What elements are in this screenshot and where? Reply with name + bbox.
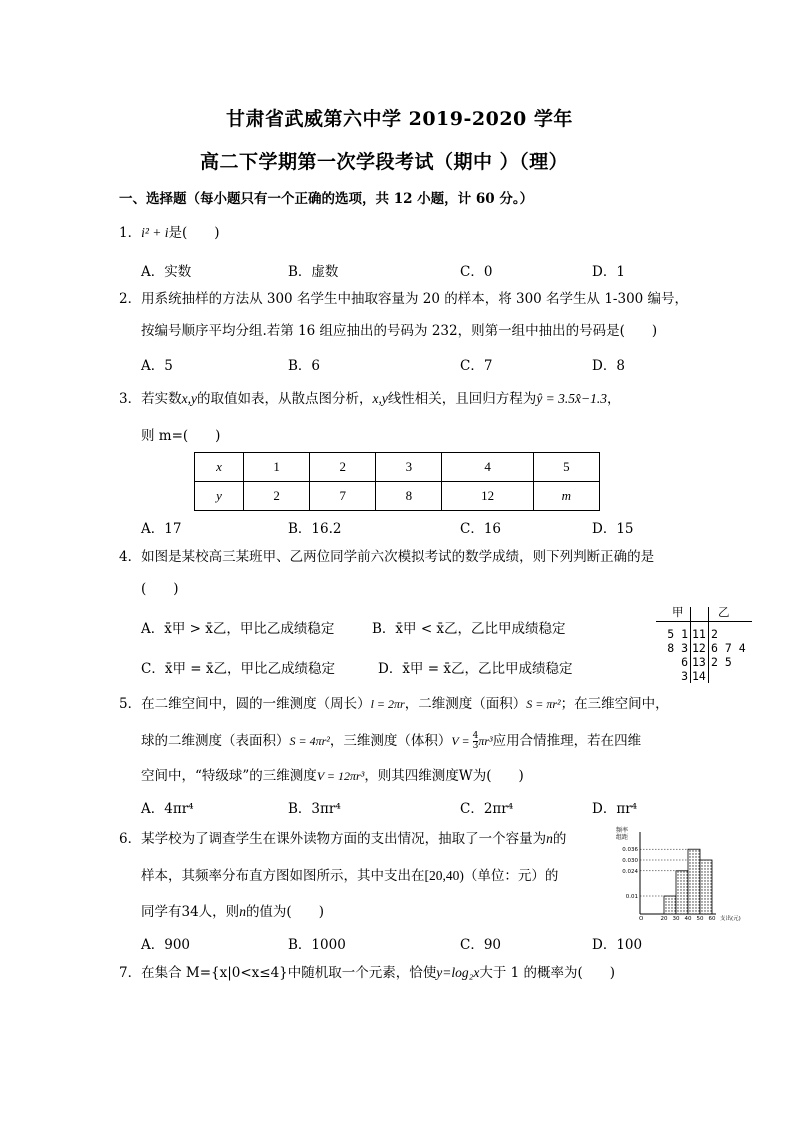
x-axis-label: 支出(元) (720, 916, 741, 922)
stemplot-leaf-left: 3 (681, 669, 688, 683)
q6-option-d: D．100 (592, 937, 643, 953)
histogram-bar (676, 871, 688, 914)
stemplot-stem: 14 (692, 669, 706, 683)
stemplot-divider (690, 607, 691, 683)
q1-option-c: C．0 (460, 264, 493, 280)
question-6-line1: 6．某学校为了调查学生在课外读物方面的支出情况，抽取了一个容量为n的 (119, 831, 567, 847)
stemplot-leaf-right: 6 7 4 (711, 641, 746, 655)
xy-value-table (194, 452, 600, 511)
section-heading: 一、选择题（每小题只有一个正确的选项，共 12 小题，计 60 分。） (119, 191, 534, 207)
y-tick-label: 0.024 (622, 868, 638, 875)
question-4-line1: 4．如图是某校高三某班甲、乙两位同学前六次模拟考试的数学成绩，则下列判断正确的是 (119, 549, 655, 565)
question-5-line2: 球的二维测度（表面积）S = 4πr²，三维测度（体积）V = $\frac{4}{3}$ πr³应用合情推理，若在四维 (141, 731, 642, 751)
y-tick-label: 0.036 (622, 847, 638, 854)
x-tick-label: 30 (672, 916, 680, 922)
table-cell: 2 (243, 482, 309, 511)
histogram-bar (688, 849, 700, 914)
question-2-line1: 2．用系统抽样的方法从 300 名学生中抽取容量为 20 的样本，将 300 名学生从 1-300 编号， (119, 291, 689, 307)
table-row (195, 453, 600, 482)
q3-option-a: A．17 (141, 521, 182, 537)
table-cell: 1 (243, 453, 309, 482)
stemplot-stem: 12 (692, 641, 706, 655)
question-7: 7．在集合 M={x|0<x≤4}中随机取一个元素，恰使y=log₂x大于 1 的概率为( ) (119, 965, 616, 981)
q2-option-a: A．5 (141, 358, 173, 374)
x-tick-label: 60 (708, 916, 716, 922)
exam-title-line2: 高二下学期第一次学段考试（期中 ）（理） (200, 151, 569, 173)
q4-option-c: C．x̄甲 = x̄乙，甲比乙成绩稳定 (141, 661, 335, 677)
question-4-line2: ( ) (141, 581, 179, 597)
table-cell: m (533, 482, 599, 511)
table-cell: 7 (310, 482, 376, 511)
stemplot-stem: 11 (692, 627, 706, 641)
q3-option-d: D．15 (592, 521, 634, 537)
question-5-line1: 5．在二维空间中，圆的一维测度（周长）l = 2πr，二维测度（面积）S = πr²；在三维空间中， (119, 696, 669, 712)
stemplot-divider (656, 621, 752, 622)
stemplot-leaf-left: 6 (681, 655, 688, 669)
histogram-bar (664, 896, 676, 914)
q2-option-b: B．6 (288, 358, 321, 374)
table-cell: 5 (533, 453, 599, 482)
q1-option-b: B．虚数 (288, 264, 339, 280)
table-cell: 4 (442, 453, 533, 482)
question-2-line2: 按编号顺序平均分组.若第 16 组应抽出的号码为 232，则第一组中抽出的号码是( ) (141, 323, 658, 339)
table-cell: y (195, 482, 244, 511)
question-5-line3: 空间中，“特级球”的三维测度V = 12πr³，则其四维测度W为( ) (141, 768, 524, 784)
stemplot-head-right: 乙 (718, 605, 730, 619)
question-6-line3: 同学有34人，则n的值为( ) (141, 904, 324, 920)
stemplot-head-left: 甲 (672, 605, 684, 619)
q2-option-d: D．8 (592, 358, 625, 374)
table-row (195, 482, 600, 511)
table-cell: 3 (376, 453, 442, 482)
question-3-line2: 则 m=( ) (141, 428, 221, 444)
table-cell: 12 (442, 482, 533, 511)
q4-option-d: D．x̄甲 = x̄乙，乙比甲成绩稳定 (378, 661, 573, 677)
q2-option-c: C．7 (460, 358, 493, 374)
stemplot-divider (708, 607, 709, 683)
x-tick-label: 20 (660, 916, 668, 922)
x-tick-label: 50 (696, 916, 704, 922)
q5-option-b: B．3πr⁴ (288, 801, 341, 817)
fraction: $\frac{4}{3}$ (472, 731, 479, 751)
x-tick-label: 40 (684, 916, 692, 922)
stemplot-leaf-left: 8 3 (667, 641, 688, 655)
table-cell: 8 (376, 482, 442, 511)
q3-option-c: C．16 (460, 521, 502, 537)
q6-option-c: C．90 (460, 937, 502, 953)
question-1: 1．i² + i是( ) (119, 225, 220, 241)
table-cell: x (195, 453, 244, 482)
q6-option-a: A．900 (141, 937, 191, 953)
frequency-histogram (614, 826, 741, 924)
exam-title-line1: 甘肃省武威第六中学 2019-2020 学年 (226, 108, 573, 130)
y-tick-label: 0.01 (625, 894, 638, 900)
stemplot-leaf-right: 2 (711, 627, 718, 641)
question-3-line1: 3．若实数x,y的取值如表，从散点图分析，x,y线性相关，且回归方程为ŷ = 3.5x̂−1.3， (119, 391, 621, 407)
q4-option-a: A．x̄甲 > x̄乙，甲比乙成绩稳定 (141, 621, 335, 637)
q5-option-a: A．4πr⁴ (141, 801, 194, 817)
q5-option-d: D．πr⁴ (592, 801, 638, 817)
stemplot-leaf-right: 2 5 (711, 655, 732, 669)
table-cell: 2 (310, 453, 376, 482)
x-origin-label: O (639, 916, 644, 922)
question-6-line2: 样本，其频率分布直方图如图所示，其中支出在[20,40)（单位：元）的 (141, 868, 559, 884)
q3-option-b: B．16.2 (288, 521, 342, 537)
q4-option-b: B．x̄甲 < x̄乙，乙比甲成绩稳定 (372, 621, 566, 637)
stem-leaf-plot (656, 605, 756, 685)
stemplot-leaf-left: 5 1 (667, 627, 688, 641)
y-axis-label: 频率 (616, 827, 629, 834)
q1-option-a: A．实数 (141, 264, 192, 280)
y-tick-label: 0.030 (622, 858, 638, 864)
stemplot-stem: 13 (692, 655, 706, 669)
q1-option-d: D．1 (592, 264, 625, 280)
q5-option-c: C．2πr⁴ (460, 801, 514, 817)
y-axis-label: 组距 (616, 834, 629, 841)
q6-option-b: B．1000 (288, 937, 346, 953)
histogram-bar (700, 860, 712, 914)
